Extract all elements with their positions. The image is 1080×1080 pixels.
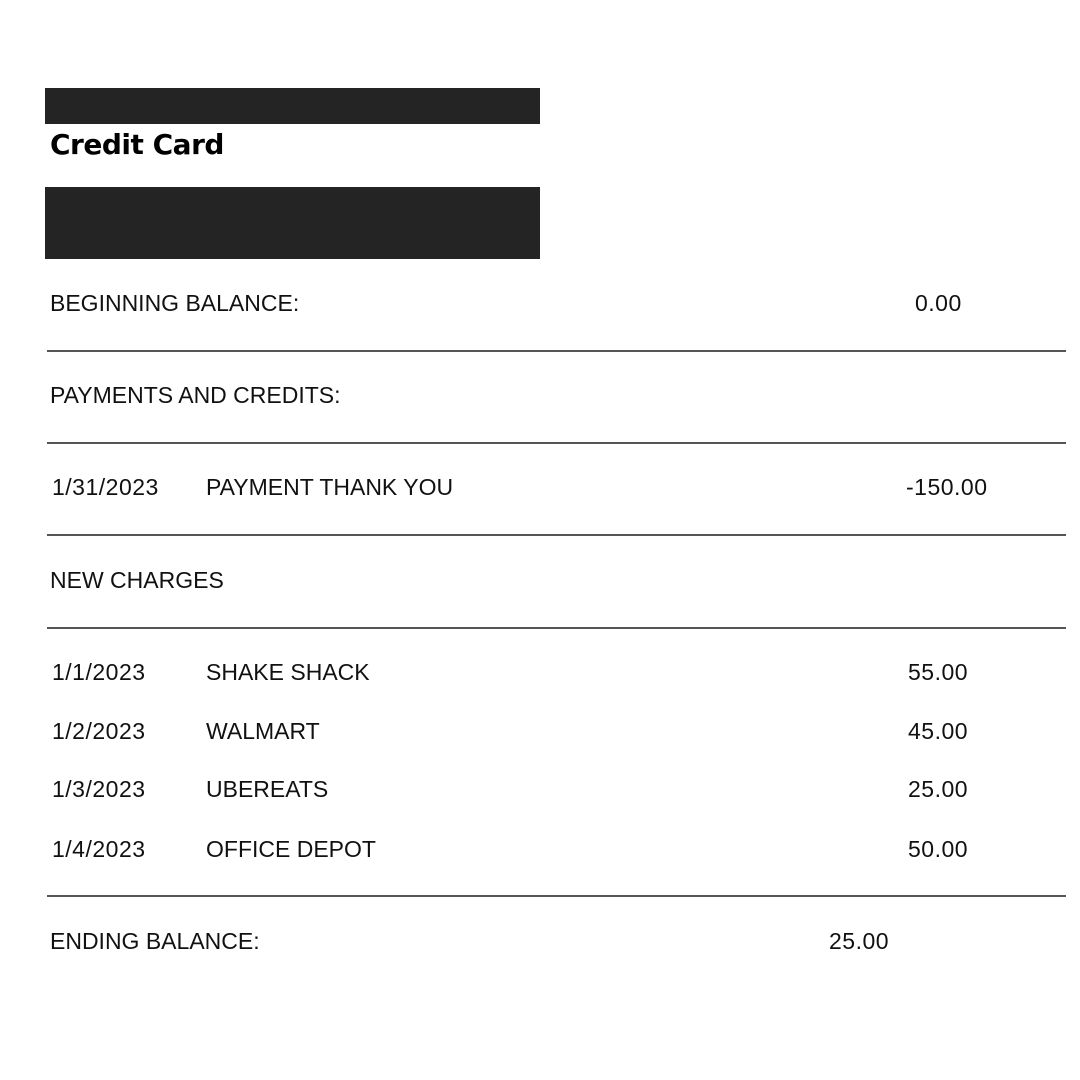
transaction-date: 1/3/2023: [52, 776, 146, 802]
transaction-description: SHAKE SHACK: [206, 659, 370, 685]
transaction-amount: 55.00: [908, 659, 969, 685]
ending-balance-value: 25.00: [829, 928, 890, 954]
beginning-balance-label: BEGINNING BALANCE:: [50, 290, 300, 316]
transaction-date: 1/31/2023: [52, 474, 159, 500]
divider: [47, 442, 1066, 444]
transaction-amount: -150.00: [906, 474, 988, 500]
transaction-description: OFFICE DEPOT: [206, 836, 376, 862]
ending-balance-label: ENDING BALANCE:: [50, 928, 260, 954]
divider: [47, 534, 1066, 536]
transaction-amount: 50.00: [908, 836, 969, 862]
divider: [47, 627, 1066, 629]
transaction-amount: 25.00: [908, 776, 969, 802]
transaction-amount: 45.00: [908, 718, 969, 744]
transaction-date: 1/2/2023: [52, 718, 146, 744]
transaction-description: UBEREATS: [206, 776, 329, 802]
redaction-bar-top: [45, 88, 540, 124]
payments-section-label: PAYMENTS AND CREDITS:: [50, 382, 341, 408]
divider: [47, 350, 1066, 352]
transaction-description: WALMART: [206, 718, 320, 744]
redaction-bar-bottom: [45, 187, 540, 259]
divider: [47, 895, 1066, 897]
statement-title: Credit Card: [50, 128, 224, 161]
transaction-date: 1/1/2023: [52, 659, 146, 685]
beginning-balance-value: 0.00: [915, 290, 962, 316]
transaction-date: 1/4/2023: [52, 836, 146, 862]
transaction-description: PAYMENT THANK YOU: [206, 474, 454, 500]
charges-section-label: NEW CHARGES: [50, 567, 224, 593]
